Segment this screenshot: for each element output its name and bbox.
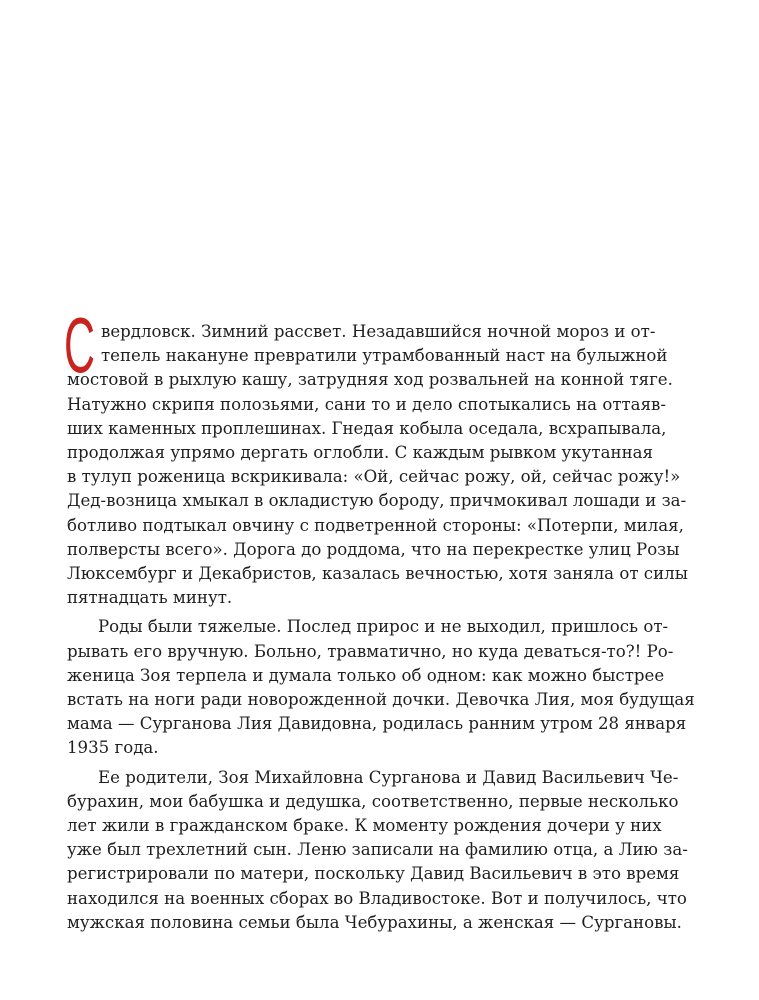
text-line: уже был трехлетний сын. Леню записали на фамилию отца, а Лию за- <box>67 840 688 860</box>
text-line: ботливо подтыкал овчину с подветренной стороны: «Потерпи, милая, <box>67 515 684 535</box>
text-line: бурахин, мои бабушка и дедушка, соответственно, первые несколько <box>67 791 679 811</box>
text-line: женица Зоя терпела и думала только об одном: как можно быстрее <box>67 665 665 685</box>
body-text <box>64 301 695 935</box>
text-line: мама — Сурганова Лия Давидовна, родилась ранним утром 28 января <box>67 714 687 734</box>
text-line: встать на ноги ради новорожденной дочки. Девочка Лия, моя будущая <box>67 690 695 710</box>
text-line: вердловск. Зимний рассвет. Незадавшийся ночной мороз и от- <box>101 322 656 341</box>
paragraph <box>67 615 695 760</box>
text-line: пятнадцать минут. <box>67 588 233 608</box>
text-line: Люксембург и Декабристов, казалась вечностью, хотя заняла от силы <box>67 564 688 584</box>
text-line: тепель накануне превратили утрамбованный наст на булыжной <box>101 346 668 366</box>
drop-cap-letter: С <box>64 301 95 389</box>
text-line: Роды были тяжелые. Послед прирос и не выходил, пришлось от- <box>98 617 669 637</box>
paragraph <box>67 320 688 610</box>
text-line: регистрировали по матери, поскольку Давид Васильевич в это время <box>67 864 680 884</box>
text-line: рывать его вручную. Больно, травматично, но куда деваться-то?! Ро- <box>67 641 674 661</box>
text-line: в тулуп роженица вскрикивала: «Ой, сейчас рожу, ой, сейчас рожу!» <box>67 467 681 487</box>
text-line: 1935 года. <box>67 738 159 758</box>
text-line: ших каменных проплешинах. Гнедая кобыла оседала, всхрапывала, <box>67 418 667 438</box>
text-line: лет жили в гражданском браке. К моменту рождения дочери у них <box>67 816 662 836</box>
text-line: мостовой в рыхлую кашу, затрудняя ход розвальней на конной тяге. <box>67 370 673 390</box>
text-line: Натужно скрипя полозьями, сани то и дело спотыкались на оттаяв- <box>67 394 666 414</box>
text-line: Ее родители, Зоя Михайловна Сурганова и Давид Васильевич Че- <box>98 767 679 787</box>
text-line: Дед-возница хмыкал в окладистую бороду, причмокивал лошади и за- <box>67 491 687 511</box>
text-line: находился на военных сборах во Владивостоке. Вот и получилось, что <box>67 888 687 908</box>
text-line: продолжая упрямо дергать оглобли. С каждым рывком укутанная <box>67 443 653 463</box>
text-line: полверсты всего». Дорога до роддома, что на перекрестке улиц Розы <box>67 539 680 559</box>
paragraphs-container <box>67 320 695 935</box>
text-line: мужская половина семьи была Чебурахины, а женская — Сургановы. <box>67 912 682 932</box>
paragraph <box>67 766 688 935</box>
